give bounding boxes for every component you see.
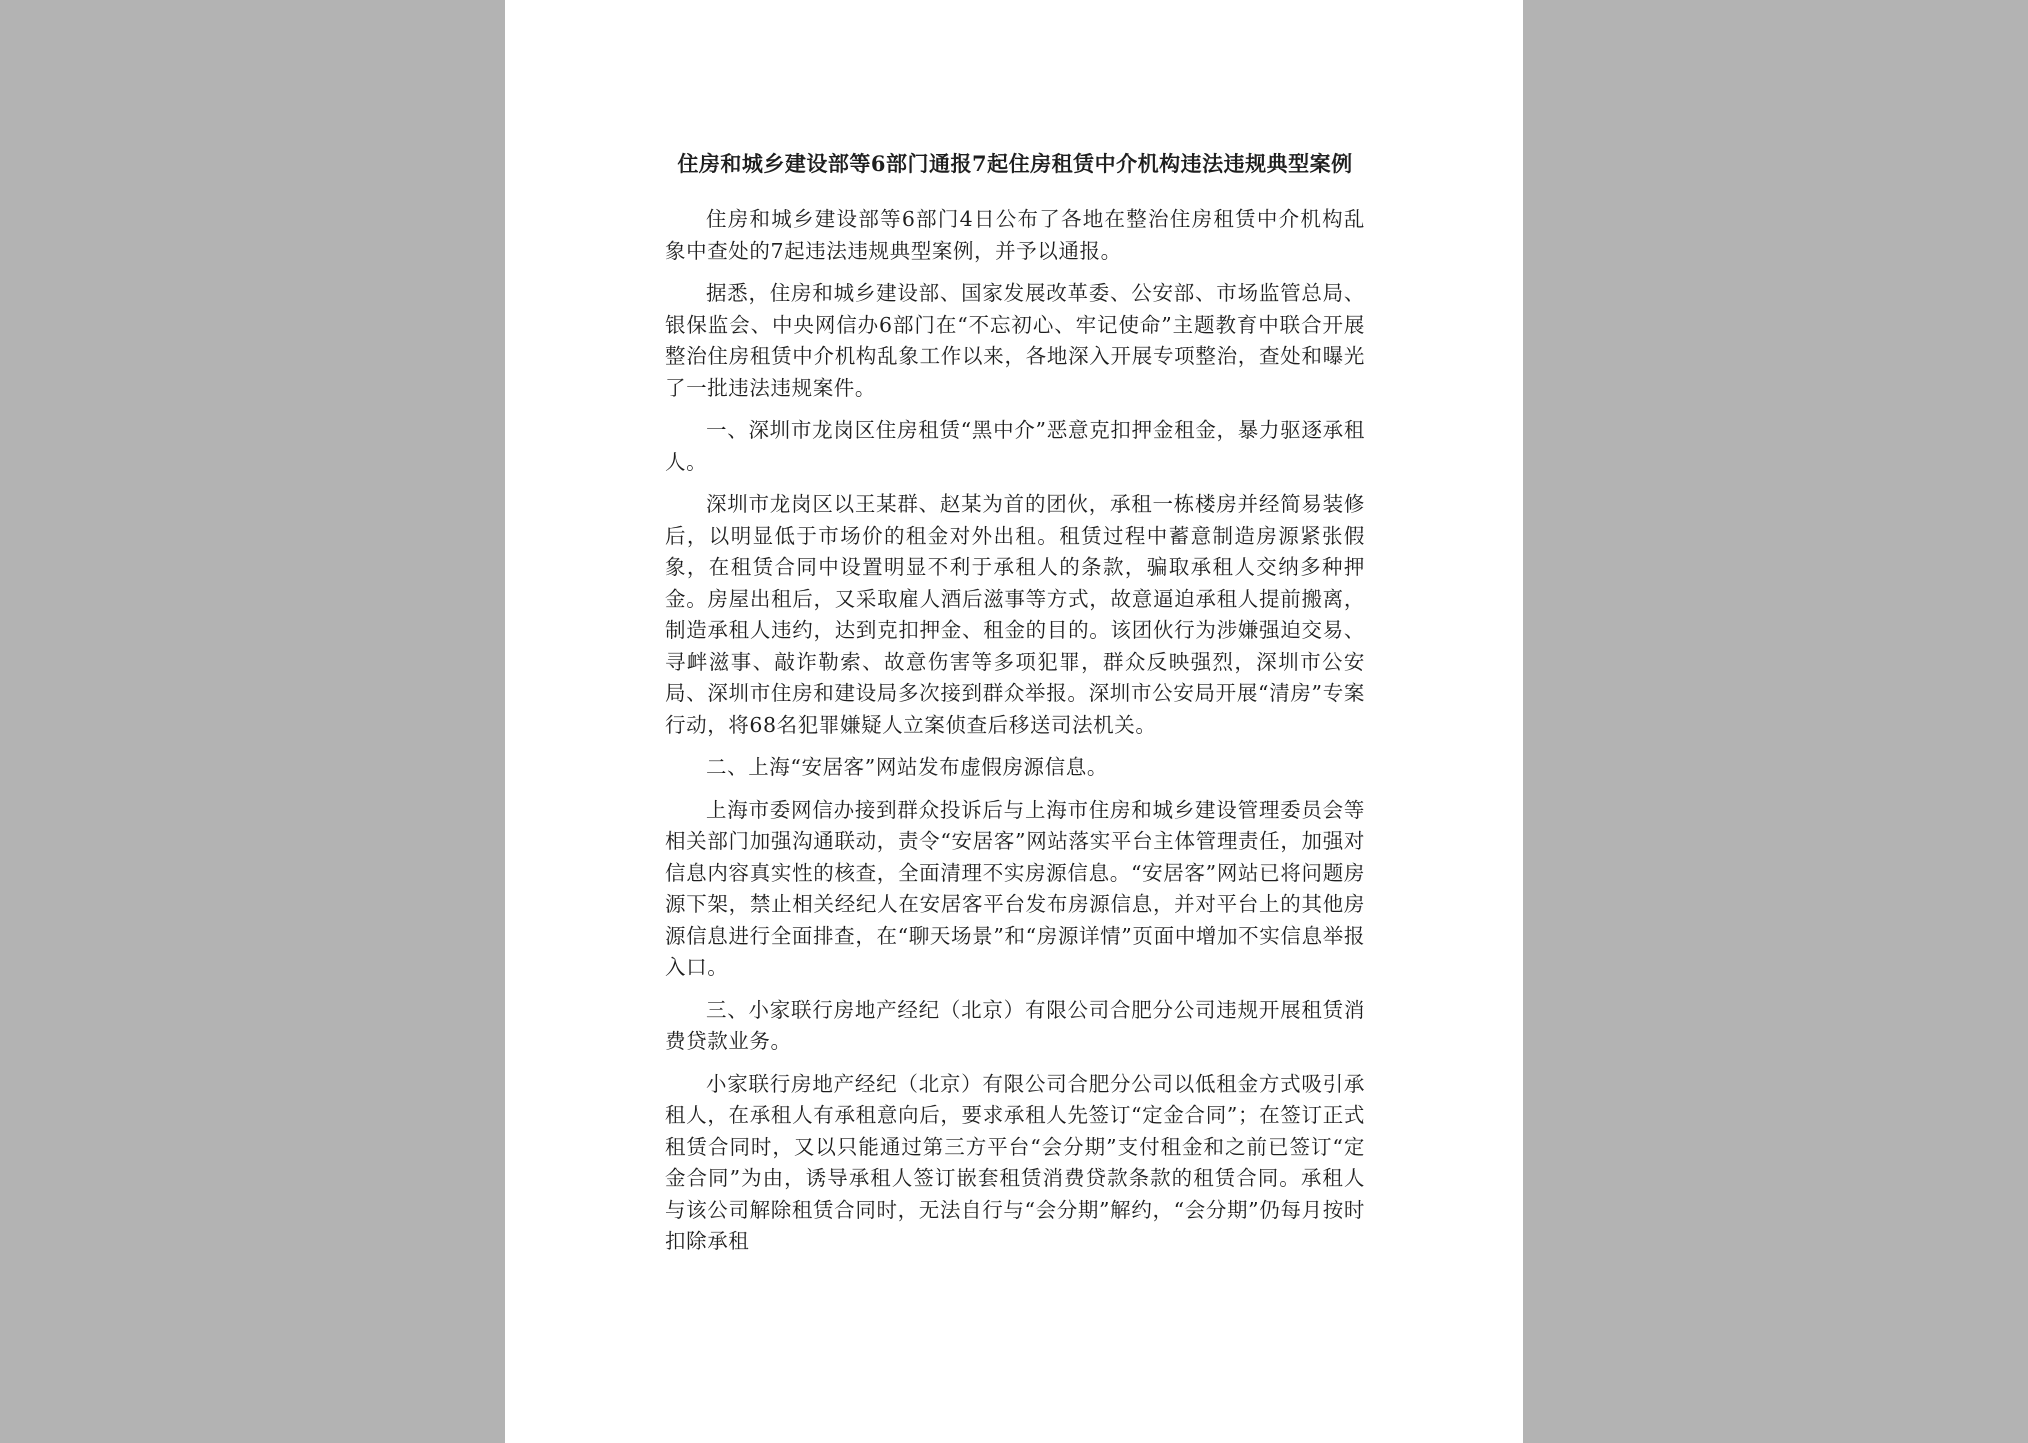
paragraph-intro: 住房和城乡建设部等6部门4日公布了各地在整治住房租赁中介机构乱象中查处的7起违法违规典型案例，并予以通报。	[665, 207, 1365, 263]
document-title: 住房和城乡建设部等6部门通报7起住房租赁中介机构违法违规典型案例	[677, 151, 1353, 176]
paragraph-background: 据悉，住房和城乡建设部、国家发展改革委、公安部、市场监管总局、银保监会、中央网信办6部门在“不忘初心、牢记使命”主题教育中联合开展整治住房租赁中介机构乱象工作以来，各地深入开展专项整治，查处和曝光了一批违法违规案件。	[665, 281, 1365, 400]
case-1-body: 深圳市龙岗区以王某群、赵某为首的团伙，承租一栋楼房并经简易装修后，以明显低于市场价的租金对外出租。租赁过程中蓄意制造房源紧张假象，在租赁合同中设置明显不利于承租人的条款，骗取承租人交纳多种押金。房屋出租后，又采取雇人酒后滋事等方式，故意逼迫承租人提前搬离，制造承租人违约，达到克扣押金、租金的目的。该团伙行为涉嫌强迫交易、寻衅滋事、敲诈勒索、故意伤害等多项犯罪，群众反映强烈，深圳市公安局、深圳市住房和建设局多次接到群众举报。深圳市公安局开展“清房”专案行动，将68名犯罪嫌疑人立案侦查后移送司法机关。	[665, 492, 1365, 737]
case-2-heading: 二、上海“安居客”网站发布虚假房源信息。	[706, 755, 1108, 779]
case-3-heading: 三、小家联行房地产经纪（北京）有限公司合肥分公司违规开展租赁消费贷款业务。	[665, 997, 1365, 1053]
document-page	[505, 0, 1523, 1443]
case-3-body: 小家联行房地产经纪（北京）有限公司合肥分公司以低租金方式吸引承租人，在承租人有承租意向后，要求承租人先签订“定金合同”；在签订正式租赁合同时，又以只能通过第三方平台“会分期”支付租金和之前已签订“定金合同”为由，诱导承租人签订嵌套租赁消费贷款条款的租赁合同。承租人与该公司解除租赁合同时，无法自行与“会分期”解约，“会分期”仍每月按时扣除承租	[665, 1071, 1365, 1253]
document-body	[665, 148, 1365, 1269]
case-2-body: 上海市委网信办接到群众投诉后与上海市住房和城乡建设管理委员会等相关部门加强沟通联动，责令“安居客”网站落实平台主体管理责任，加强对信息内容真实性的核查，全面清理不实房源信息。“安居客”网站已将问题房源下架，禁止相关经纪人在安居客平台发布房源信息，并对平台上的其他房源信息进行全面排查，在“聊天场景”和“房源详情”页面中增加不实信息举报入口。	[665, 797, 1365, 979]
case-1-heading: 一、深圳市龙岗区住房租赁“黑中介”恶意克扣押金租金，暴力驱逐承租人。	[665, 418, 1365, 474]
